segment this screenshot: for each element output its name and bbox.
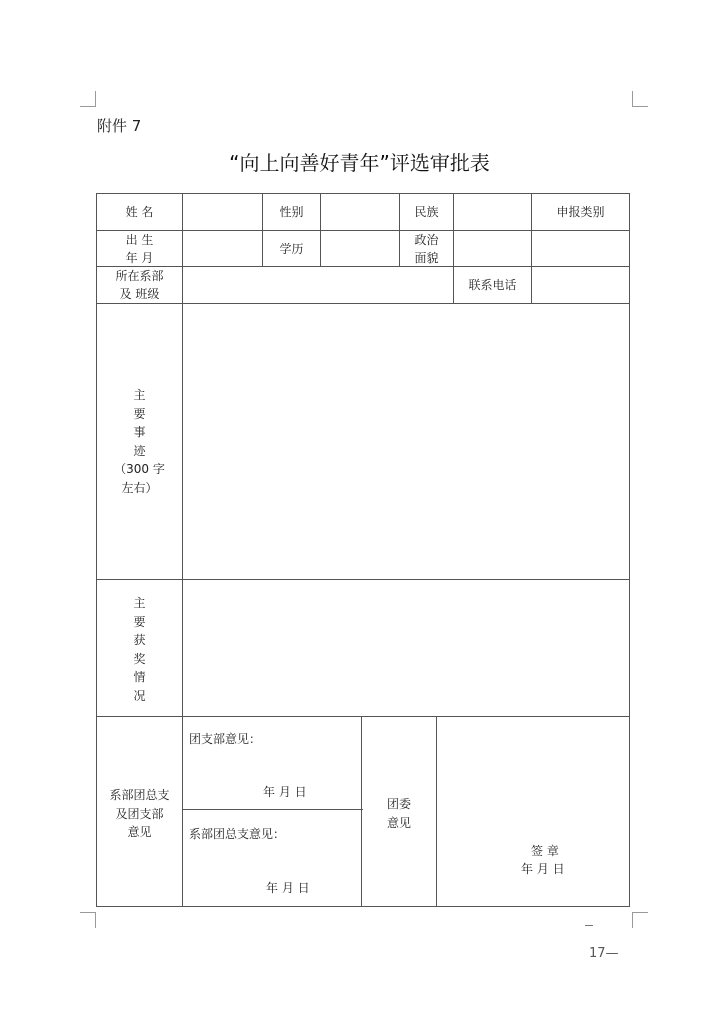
opinions-label-line2: 及团支部 — [115, 806, 164, 821]
row-divider — [97, 716, 629, 717]
deeds-label — [97, 386, 182, 497]
dept-class-label-line1: 所在系部 — [115, 269, 164, 283]
footer-dash — [585, 925, 593, 926]
signature-seal-label: 签 章 — [531, 844, 559, 858]
dept-class-label — [97, 267, 182, 303]
dept-opinion-label: 系部团总支意见： — [189, 827, 286, 841]
opinions-label — [97, 786, 182, 842]
committee-label — [362, 795, 436, 832]
gender-label: 性别 — [279, 205, 304, 219]
birth-field[interactable] — [183, 231, 262, 266]
crop-mark-top-right — [632, 91, 648, 107]
political-label-line2: 面貌 — [414, 250, 439, 265]
awards-char: 获 — [133, 633, 146, 647]
committee-date: 年 月 日 — [521, 862, 565, 876]
deeds-char: 主 — [133, 388, 146, 402]
deeds-char: 迹 — [133, 443, 146, 458]
awards-char: 情 — [133, 670, 146, 684]
page-number: 17— — [589, 946, 619, 961]
awards-char: 要 — [133, 614, 146, 629]
birth-label — [97, 231, 182, 266]
phone-label: 联系电话 — [468, 278, 517, 292]
deeds-field[interactable] — [183, 304, 629, 579]
attachment-label: 附件 7 — [97, 117, 142, 135]
category-field[interactable] — [532, 231, 629, 266]
column-divider — [436, 716, 437, 906]
committee-label-line1: 团委 — [386, 797, 411, 811]
deeds-note-line2: 左右） — [121, 480, 158, 495]
name-label: 姓 名 — [125, 205, 154, 219]
branch-opinion-date: 年 月 日 — [263, 785, 307, 799]
phone-field[interactable] — [532, 267, 629, 303]
birth-label-line2: 年 月 — [125, 250, 154, 265]
crop-mark-bottom-right — [632, 912, 648, 928]
category-label: 申报类别 — [556, 205, 605, 219]
birth-label-line1: 出 生 — [125, 232, 154, 247]
committee-label-line2: 意见 — [386, 815, 411, 830]
dept-class-label-line2: 及 班级 — [119, 287, 160, 301]
dept-class-field[interactable] — [183, 267, 453, 303]
ethnicity-label: 民族 — [414, 205, 439, 219]
dept-opinion-date: 年 月 日 — [266, 881, 310, 895]
deeds-char: 要 — [133, 406, 146, 421]
education-label: 学历 — [279, 241, 304, 256]
gender-field[interactable] — [321, 194, 399, 230]
page-title: “向上向善好青年”评选审批表 — [229, 151, 490, 175]
awards-field[interactable] — [183, 580, 629, 716]
crop-mark-top-left — [80, 91, 96, 107]
deeds-note-line1: （300 字 — [114, 462, 165, 476]
branch-opinion-label: 团支部意见： — [189, 732, 262, 746]
political-field[interactable] — [454, 231, 531, 266]
awards-char: 况 — [133, 688, 146, 703]
deeds-char: 事 — [133, 425, 146, 439]
ethnicity-field[interactable] — [454, 194, 531, 230]
approval-form-table — [96, 193, 630, 907]
opinions-label-line1: 系部团总支 — [109, 788, 170, 802]
political-label — [400, 231, 453, 266]
crop-mark-bottom-left — [80, 912, 96, 928]
education-field[interactable] — [321, 231, 399, 266]
name-field[interactable] — [183, 194, 262, 230]
opinions-label-line3: 意见 — [127, 825, 152, 839]
opinion-divider — [183, 809, 363, 810]
awards-char: 奖 — [133, 651, 146, 666]
political-label-line1: 政治 — [414, 232, 439, 247]
awards-label — [97, 594, 182, 705]
awards-char: 主 — [133, 596, 146, 610]
